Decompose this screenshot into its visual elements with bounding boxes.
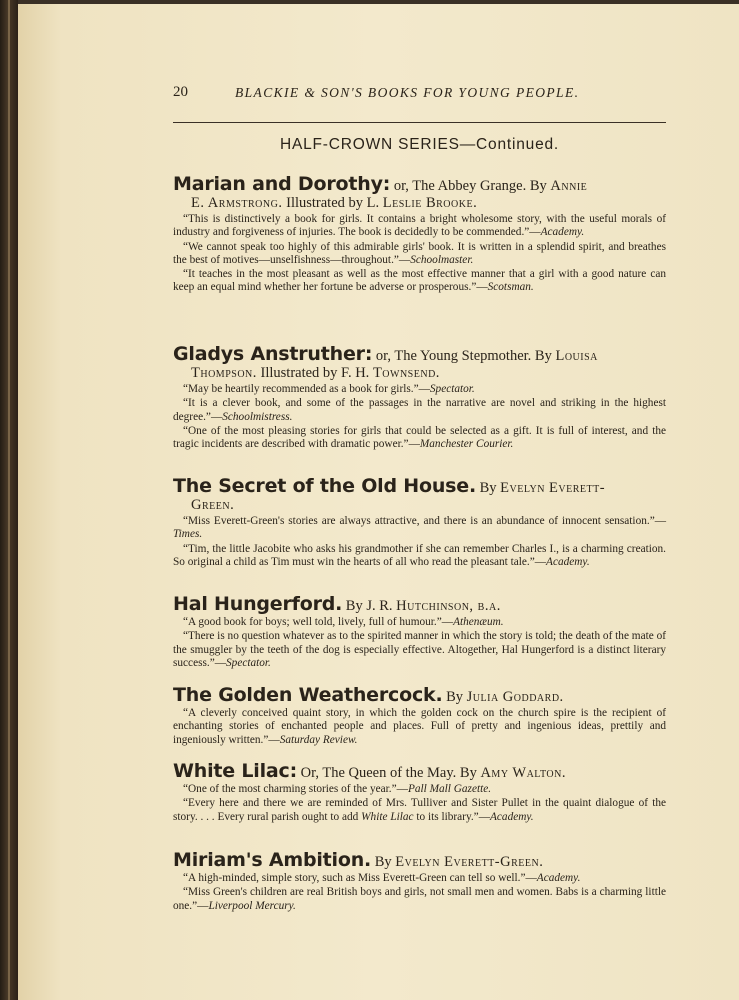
author: Louisa <box>555 348 598 364</box>
subtitle: By <box>371 854 396 870</box>
book-title: Miriam's Ambition. <box>173 849 372 871</box>
review-quote: “We cannot speak too highly of this admirable girls' book. It is written in a splendid spirit, and breathes the best of motives—unselfishness—throughout.”—Schoolmaster. <box>173 240 666 266</box>
entry-heading-cont <box>173 365 666 382</box>
author: Julia Goddard. <box>466 689 564 705</box>
series-heading: HALF-CROWN SERIES—Continued. <box>279 136 560 153</box>
review-quote: “Every here and there we are reminded of Mrs. Tulliver and Sister Pullet in the quaint dialogue of the story. . . . Every rural parish ought to add White Lilac to its library.”—Academy. <box>173 797 666 823</box>
page-number: 20 <box>173 84 188 100</box>
book-title: Marian and Dorothy: <box>173 173 391 195</box>
author-cont: Thompson. <box>191 365 257 381</box>
subtitle: Or, The Queen of the May. By <box>297 765 481 781</box>
author: Evelyn Everett- <box>500 480 606 496</box>
book-entry-secret-of-the-old-house <box>173 475 666 569</box>
entry-heading <box>173 684 666 706</box>
book-entry-white-lilac <box>173 760 666 824</box>
book-spine <box>0 0 18 1000</box>
review-quote: “May be heartily recommended as a book for girls.”—Spectator. <box>183 383 475 395</box>
book-title: The Golden Weathercock. <box>173 684 443 706</box>
review-quote: “A high-minded, simple story, such as Miss Everett-Green can tell so well.”—Academy. <box>183 872 581 884</box>
entry-heading <box>173 760 666 782</box>
subtitle: By <box>442 689 467 705</box>
illustrator: Leslie Brooke. <box>382 195 478 211</box>
review-quote: “One of the most pleasing stories for girls that could be selected as a gift. It is full of interest, and the tragic incidents are described with dramatic power.”—Manchester Courier. <box>173 424 666 451</box>
review-quote: “One of the most charming stories of the year.”—Pall Mall Gazette. <box>183 783 492 795</box>
entry-heading <box>173 475 666 497</box>
author-cont: Green. <box>191 497 235 513</box>
review-quote: “Miss Everett-Green's stories are always attractive, and there is an abundance of innocent sensation.”—Times. <box>173 515 666 541</box>
book-title: Hal Hungerford. <box>173 593 343 615</box>
review-quote: “It is a clever book, and some of the passages in the narrative are novel and striking in the highest degree.”—Schoolmistress. <box>173 397 666 423</box>
book-page <box>18 4 739 1000</box>
entry-heading <box>173 173 666 195</box>
author-cont: E. Armstrong. <box>191 195 283 211</box>
subtitle: or, The Young Stepmother. By <box>372 348 556 364</box>
book-entry-miriams-ambition <box>173 849 666 913</box>
review-quote: “Tim, the little Jacobite who asks his grandmother if she can remember Charles I., is a charming creation. So original a child as Tim must win the hearts of all who read the pleasant tale.”—Academy. <box>173 542 666 568</box>
subtitle: or, The Abbey Grange. By <box>390 178 551 194</box>
review-quote: “A good book for boys; well told, lively, full of humour.”—Athenæum. <box>183 616 504 628</box>
illustrator-label: Illustrated by F. H. <box>256 365 373 381</box>
author: Annie <box>550 178 588 194</box>
author: Evelyn Everett-Green. <box>395 854 544 870</box>
entry-heading-cont <box>173 195 666 212</box>
review-quote: “A cleverly conceived quaint story, in which the golden cock on the church spire is the recipient of enchanting stories of enchanted people and places. Full of pretty and ingenious ideas, prettily and ingeniously written.”—Saturday Review. <box>173 707 666 746</box>
review-quote: “Miss Green's children are real British boys and girls, not small men and women. Babs is a charming little one.”—Liverpool Mercury. <box>173 886 666 912</box>
entry-heading <box>173 849 666 871</box>
entry-heading-cont <box>173 497 666 514</box>
book-title: The Secret of the Old House. <box>173 475 476 497</box>
book-entry-gladys-anstruther <box>173 343 666 451</box>
review-quote: “There is no question whatever as to the spirited manner in which the story is told; the death of the mate of the smuggler by the teeth of the dog is especially effective. Altogether, Hal Hungerford is a distinct literary success.”—Spectator. <box>173 630 666 669</box>
entry-heading <box>173 593 666 615</box>
running-header <box>173 84 666 104</box>
author: Hutchinson, b.a. <box>396 598 501 614</box>
book-entry-marian-and-dorothy <box>173 173 666 295</box>
entry-heading <box>173 343 666 365</box>
illustrator: Townsend. <box>372 365 440 381</box>
review-quote: “This is distinctively a book for girls. It contains a bright wholesome story, with the useful morals of industry and forgiveness of injuries. The book is decidedly to be commended.”—Academy. <box>173 213 666 239</box>
header-rule <box>173 122 666 123</box>
author: Amy Walton. <box>480 765 566 781</box>
book-title: White Lilac: <box>173 760 297 782</box>
review-quote: “It teaches in the most pleasant as well as the most effective manner that a girl with a good nature can keep an equal mind whether her fortune be adverse or prosperous.”—Scotsman. <box>173 268 666 294</box>
book-entry-golden-weathercock <box>173 684 666 747</box>
book-title: Gladys Anstruther: <box>173 343 373 365</box>
book-entry-hal-hungerford <box>173 593 666 670</box>
illustrator-label: Illustrated by L. <box>282 195 383 211</box>
subtitle: By J. R. <box>342 598 397 614</box>
running-title: BLACKIE & SON'S BOOKS FOR YOUNG PEOPLE. <box>235 85 580 100</box>
subtitle: By <box>476 480 501 496</box>
